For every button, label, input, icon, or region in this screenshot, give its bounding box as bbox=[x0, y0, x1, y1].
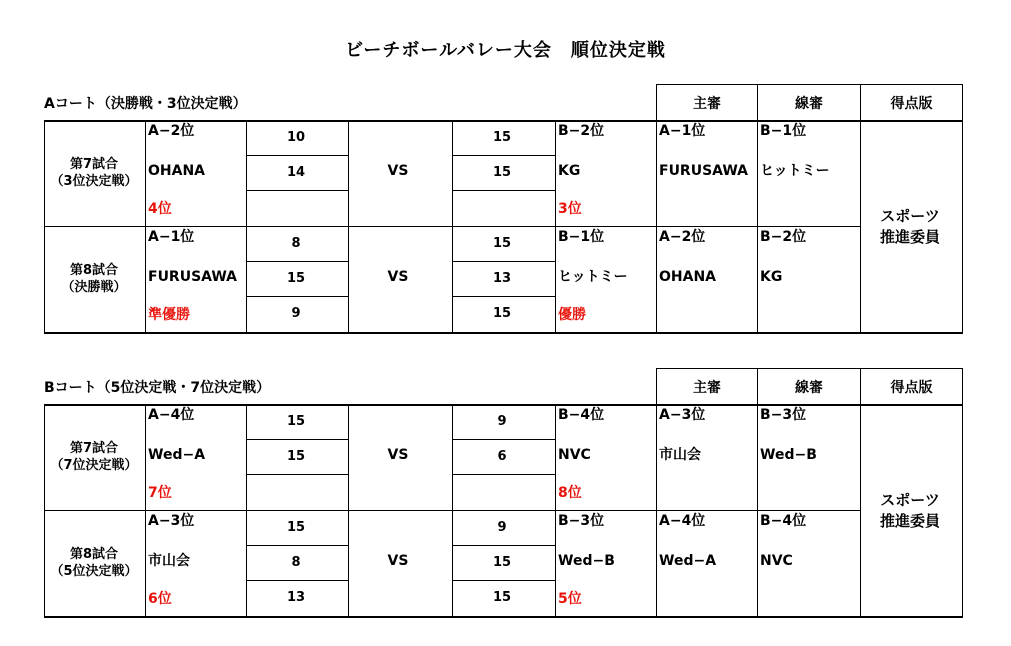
left-team: OHANA bbox=[148, 163, 206, 179]
right-team: KG bbox=[558, 163, 581, 179]
score-row-line bbox=[452, 545, 555, 546]
grid-vertical-line bbox=[452, 404, 453, 618]
match-type: （7位決定戦） bbox=[50, 458, 138, 473]
grid-vertical-line bbox=[44, 404, 45, 618]
chief-umpire-team: FURUSAWA bbox=[659, 163, 749, 179]
match-type: （3位決定戦） bbox=[50, 174, 138, 189]
score-row-line bbox=[246, 190, 348, 191]
right-result: 5位 bbox=[558, 591, 582, 607]
line-umpire-seed: B−3位 bbox=[760, 407, 807, 423]
line-umpire-team: KG bbox=[760, 269, 783, 285]
left-seed: A−1位 bbox=[148, 229, 195, 245]
right-set-score: 9 bbox=[497, 520, 507, 535]
grid-vertical-line bbox=[757, 404, 758, 618]
right-set-score: 6 bbox=[497, 449, 507, 464]
scoreboard-assignee: スポーツ bbox=[880, 207, 940, 225]
header-chief: 主審 bbox=[656, 84, 758, 121]
right-seed: B−2位 bbox=[558, 123, 605, 139]
page-title: ビーチボールバレー大会 順位決定戦 bbox=[345, 40, 666, 61]
grid-vertical-line bbox=[555, 404, 556, 618]
chief-umpire-seed: A−2位 bbox=[659, 229, 706, 245]
line-umpire-team: ヒットミー bbox=[760, 163, 830, 179]
header-chief: 主審 bbox=[656, 368, 758, 405]
left-set-score: 13 bbox=[286, 590, 306, 605]
right-result: 8位 bbox=[558, 485, 582, 501]
left-set-score: 10 bbox=[286, 130, 306, 145]
score-row-line bbox=[452, 580, 555, 581]
left-set-score: 15 bbox=[286, 414, 306, 429]
left-set-score: 8 bbox=[291, 236, 301, 251]
chief-umpire-seed: A−3位 bbox=[659, 407, 706, 423]
left-seed: A−2位 bbox=[148, 123, 195, 139]
score-row-line bbox=[246, 474, 348, 475]
left-seed: A−3位 bbox=[148, 513, 195, 529]
scoreboard-assignee: 推進委員 bbox=[879, 228, 940, 246]
match-number: 第7試合 bbox=[69, 157, 119, 172]
left-set-score: 9 bbox=[291, 306, 301, 321]
right-set-score: 15 bbox=[492, 555, 512, 570]
right-seed: B−4位 bbox=[558, 407, 605, 423]
right-team: Wed−B bbox=[558, 553, 615, 569]
header-score: 得点版 bbox=[860, 84, 963, 121]
left-team: FURUSAWA bbox=[148, 269, 238, 285]
scoreboard-assignee: スポーツ bbox=[880, 491, 940, 509]
grid-bottom-border bbox=[44, 616, 963, 618]
grid-vertical-line bbox=[962, 120, 963, 334]
chief-umpire-seed: A−1位 bbox=[659, 123, 706, 139]
grid-vertical-line bbox=[656, 404, 657, 618]
header-line: 線審 bbox=[757, 84, 861, 121]
line-umpire-seed: B−4位 bbox=[760, 513, 807, 529]
right-set-score: 15 bbox=[492, 236, 512, 251]
grid-vertical-line bbox=[246, 404, 247, 618]
score-row-line bbox=[452, 190, 555, 191]
score-row-line bbox=[452, 474, 555, 475]
score-row-line bbox=[246, 155, 348, 156]
match-type: （決勝戦） bbox=[61, 280, 127, 295]
court-label: Bコート（5位決定戦・7位決定戦） bbox=[44, 380, 271, 396]
grid-vertical-line bbox=[145, 404, 146, 618]
left-team: 市山会 bbox=[148, 553, 190, 569]
chief-umpire-team: Wed−A bbox=[659, 553, 717, 569]
right-seed: B−1位 bbox=[558, 229, 605, 245]
line-umpire-team: Wed−B bbox=[760, 447, 817, 463]
grid-vertical-line bbox=[145, 120, 146, 334]
score-row-line bbox=[246, 580, 348, 581]
grid-vertical-line bbox=[656, 120, 657, 334]
match-number: 第8試合 bbox=[69, 547, 119, 562]
score-row-line bbox=[452, 439, 555, 440]
score-row-line bbox=[246, 261, 348, 262]
right-seed: B−3位 bbox=[558, 513, 605, 529]
grid-vertical-line bbox=[757, 120, 758, 334]
vs-label: VS bbox=[387, 553, 409, 569]
left-set-score: 15 bbox=[286, 271, 306, 286]
header-line: 線審 bbox=[757, 368, 861, 405]
vs-label: VS bbox=[387, 269, 409, 285]
vs-label: VS bbox=[387, 447, 409, 463]
score-row-line bbox=[452, 296, 555, 297]
left-seed: A−4位 bbox=[148, 407, 195, 423]
right-result: 優勝 bbox=[558, 307, 586, 323]
score-row-line bbox=[452, 261, 555, 262]
left-set-score: 14 bbox=[286, 165, 306, 180]
line-umpire-seed: B−2位 bbox=[760, 229, 807, 245]
grid-vertical-line bbox=[44, 120, 45, 334]
right-set-score: 15 bbox=[492, 306, 512, 321]
right-set-score: 9 bbox=[497, 414, 507, 429]
left-result: 7位 bbox=[148, 485, 172, 501]
right-set-score: 15 bbox=[492, 130, 512, 145]
grid-vertical-line bbox=[962, 404, 963, 618]
grid-vertical-line bbox=[246, 120, 247, 334]
right-set-score: 13 bbox=[492, 271, 512, 286]
right-set-score: 15 bbox=[492, 590, 512, 605]
grid-vertical-line bbox=[555, 120, 556, 334]
chief-umpire-seed: A−4位 bbox=[659, 513, 706, 529]
line-umpire-team: NVC bbox=[760, 553, 793, 569]
vs-label: VS bbox=[387, 163, 409, 179]
grid-vertical-line bbox=[348, 120, 349, 334]
left-set-score: 15 bbox=[286, 520, 306, 535]
left-set-score: 8 bbox=[291, 555, 301, 570]
right-set-score: 15 bbox=[492, 165, 512, 180]
score-row-line bbox=[246, 545, 348, 546]
scoreboard-assignee: 推進委員 bbox=[879, 512, 940, 530]
match-type: （5位決定戦） bbox=[50, 564, 138, 579]
grid-vertical-line bbox=[452, 120, 453, 334]
match-number: 第7試合 bbox=[69, 441, 119, 456]
match-number: 第8試合 bbox=[69, 263, 119, 278]
right-team: NVC bbox=[558, 447, 591, 463]
grid-bottom-border bbox=[44, 332, 963, 334]
left-result: 6位 bbox=[148, 591, 172, 607]
right-result: 3位 bbox=[558, 201, 582, 217]
line-umpire-seed: B−1位 bbox=[760, 123, 807, 139]
left-set-score: 15 bbox=[286, 449, 306, 464]
right-team: ヒットミー bbox=[558, 269, 628, 285]
chief-umpire-team: OHANA bbox=[659, 269, 717, 285]
left-team: Wed−A bbox=[148, 447, 206, 463]
chief-umpire-team: 市山会 bbox=[659, 447, 701, 463]
score-row-line bbox=[246, 439, 348, 440]
left-result: 4位 bbox=[148, 201, 172, 217]
score-row-line bbox=[452, 155, 555, 156]
header-score: 得点版 bbox=[860, 368, 963, 405]
left-result: 準優勝 bbox=[148, 307, 190, 323]
score-row-line bbox=[246, 296, 348, 297]
court-label: Aコート（決勝戦・3位決定戦） bbox=[44, 96, 247, 112]
grid-vertical-line bbox=[348, 404, 349, 618]
